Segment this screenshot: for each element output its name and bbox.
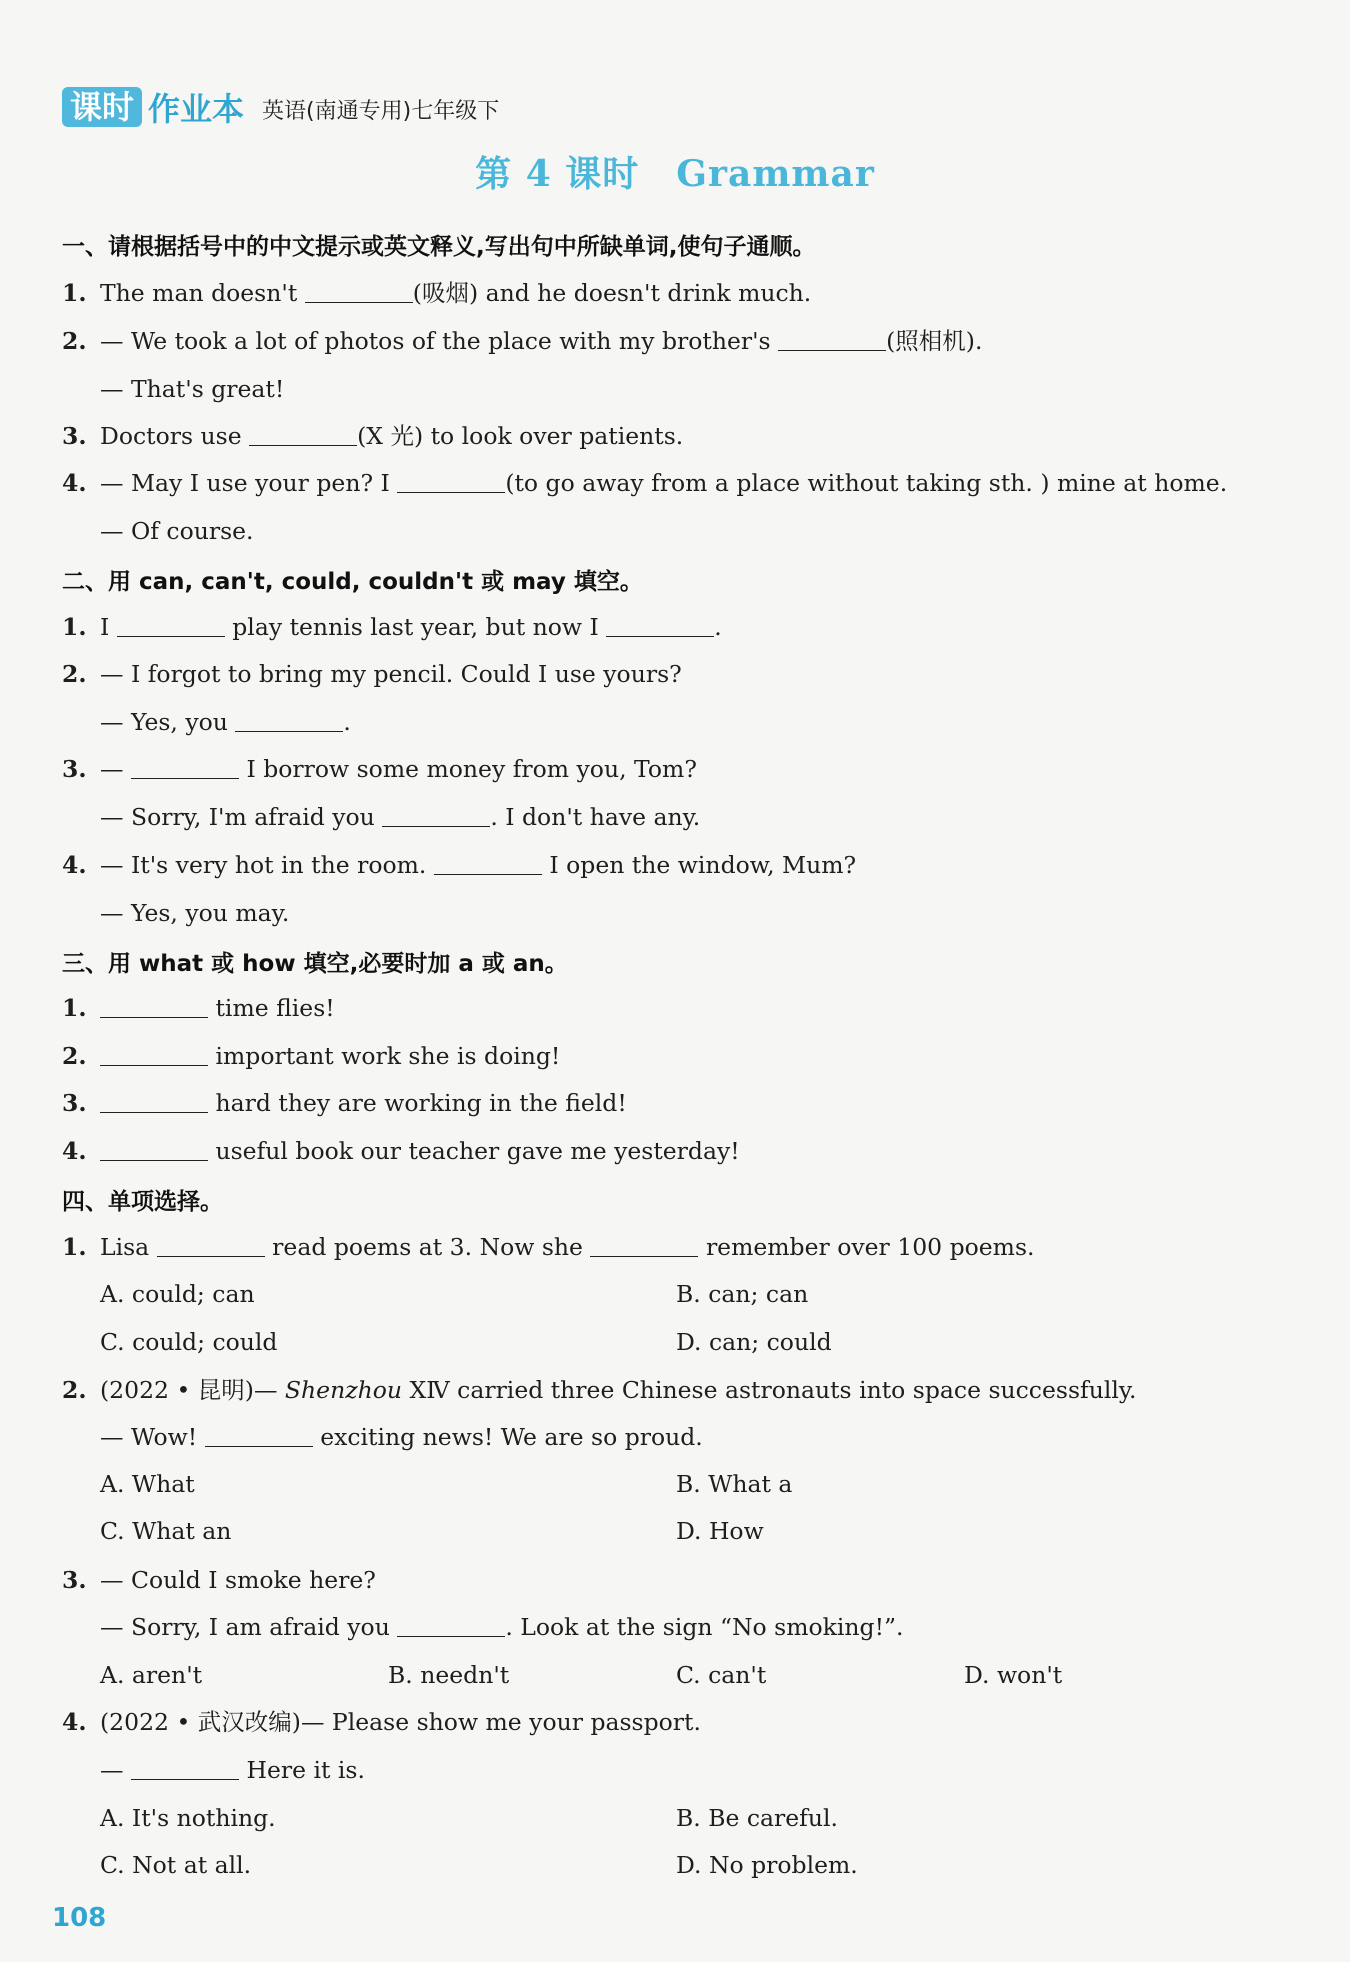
- s4-q1-option-c[interactable]: C. could; could: [100, 1328, 278, 1356]
- blank[interactable]: [100, 1138, 208, 1161]
- blank[interactable]: [157, 1234, 265, 1257]
- section2-heading: 二、用 can, can't, could, couldn't 或 may 填空。: [62, 569, 643, 595]
- section3-heading: 三、用 what 或 how 填空,必要时加 a 或 an。: [62, 951, 568, 977]
- blank[interactable]: [100, 995, 208, 1018]
- s1-q4-num: 4.: [62, 469, 87, 497]
- s1-q2: — We took a lot of photos of the place with my brother's (照相机).: [100, 327, 983, 355]
- s4-q1: Lisa read poems at 3. Now she remember over 100 poems.: [100, 1233, 1035, 1261]
- blank[interactable]: [590, 1234, 698, 1257]
- s4-q4-num: 4.: [62, 1708, 87, 1736]
- blank[interactable]: [235, 709, 343, 732]
- section1-heading: 一、请根据括号中的中文提示或英文释义,写出句中所缺单词,使句子通顺。: [62, 234, 816, 260]
- s4-q2-option-a[interactable]: A. What: [100, 1470, 195, 1498]
- s4-q2-option-d[interactable]: D. How: [676, 1517, 764, 1545]
- s4-q4-option-a[interactable]: A. It's nothing.: [100, 1804, 276, 1832]
- s2-q3: — I borrow some money from you, Tom?: [100, 755, 697, 783]
- s2-q2-num: 2.: [62, 660, 87, 688]
- s4-q3: — Could I smoke here?: [100, 1566, 376, 1594]
- blank[interactable]: [778, 328, 886, 351]
- s4-q4-option-c[interactable]: C. Not at all.: [100, 1851, 252, 1879]
- s4-q2-num: 2.: [62, 1376, 87, 1404]
- blank[interactable]: [131, 756, 239, 779]
- s4-q2: (2022 • 昆明)— Shenzhou ⅩⅣ carried three Chinese astronauts into space successfully.: [100, 1376, 1137, 1404]
- lesson-title: 第 4 课时 Grammar: [475, 153, 875, 195]
- s2-q4-reply: — Yes, you may.: [100, 899, 290, 927]
- blank[interactable]: [249, 423, 357, 446]
- s4-q2-reply: — Wow! exciting news! We are so proud.: [100, 1423, 703, 1451]
- blank[interactable]: [397, 1614, 505, 1637]
- s2-q4: — It's very hot in the room. I open the window, Mum?: [100, 851, 857, 879]
- blank[interactable]: [606, 614, 714, 637]
- s4-q4-option-b[interactable]: B. Be careful.: [676, 1804, 838, 1832]
- s4-q3-reply: — Sorry, I am afraid you . Look at the sign “No smoking!”.: [100, 1613, 904, 1641]
- s1-q2-reply: — That's great!: [100, 375, 285, 403]
- s2-q3-reply: — Sorry, I'm afraid you . I don't have any.: [100, 803, 701, 831]
- s4-q3-option-d[interactable]: D. won't: [964, 1661, 1063, 1689]
- blank[interactable]: [305, 280, 413, 303]
- page-header: [62, 84, 499, 130]
- blank[interactable]: [100, 1090, 208, 1113]
- brand-text: 作业本: [148, 90, 245, 128]
- s2-q2: — I forgot to bring my pencil. Could I use yours?: [100, 660, 682, 688]
- s2-q1-num: 1.: [62, 613, 87, 641]
- s2-q2-reply: — Yes, you .: [100, 708, 351, 736]
- page-number: 108: [52, 1903, 107, 1933]
- blank[interactable]: [434, 852, 542, 875]
- s4-q1-option-a[interactable]: A. could; can: [100, 1280, 255, 1308]
- s3-q3-num: 3.: [62, 1089, 87, 1117]
- s1-q1-num: 1.: [62, 279, 87, 307]
- brand-logo: [62, 84, 244, 130]
- blank[interactable]: [205, 1424, 313, 1447]
- s4-q4: (2022 • 武汉改编)— Please show me your passport.: [100, 1708, 701, 1736]
- s4-q1-option-d[interactable]: D. can; could: [676, 1328, 832, 1356]
- blank[interactable]: [397, 470, 505, 493]
- s3-q2-num: 2.: [62, 1042, 87, 1070]
- s3-q3: hard they are working in the field!: [100, 1088, 627, 1118]
- s2-q1: I play tennis last year, but now I .: [100, 613, 722, 641]
- s1-q3-num: 3.: [62, 422, 87, 450]
- s1-q1: The man doesn't (吸烟) and he doesn't drink much.: [100, 279, 812, 307]
- s2-q3-num: 3.: [62, 755, 87, 783]
- s4-q3-option-c[interactable]: C. can't: [676, 1661, 767, 1689]
- s4-q1-num: 1.: [62, 1233, 87, 1261]
- series-label: 英语(南通专用)七年级下: [262, 99, 500, 124]
- s4-q1-option-b[interactable]: B. can; can: [676, 1280, 809, 1308]
- s3-q1: time flies!: [100, 993, 335, 1023]
- s4-q3-option-b[interactable]: B. needn't: [388, 1661, 510, 1689]
- section4-heading: 四、单项选择。: [62, 1189, 223, 1215]
- s3-q4: useful book our teacher gave me yesterday!: [100, 1136, 740, 1166]
- blank[interactable]: [382, 804, 490, 827]
- s4-q4-option-d[interactable]: D. No problem.: [676, 1851, 858, 1879]
- s3-q2: important work she is doing!: [100, 1041, 560, 1071]
- blank[interactable]: [100, 1043, 208, 1066]
- s1-q3: Doctors use (X 光) to look over patients.: [100, 422, 684, 450]
- blank[interactable]: [131, 1757, 239, 1780]
- s1-q4-reply: — Of course.: [100, 517, 254, 545]
- s3-q4-num: 4.: [62, 1137, 87, 1165]
- s4-q3-num: 3.: [62, 1566, 87, 1594]
- s1-q2-num: 2.: [62, 327, 87, 355]
- s1-q4: — May I use your pen? I (to go away from a place without taking sth. ) mine at home.: [100, 469, 1228, 497]
- s4-q2-option-c[interactable]: C. What an: [100, 1517, 232, 1545]
- s3-q1-num: 1.: [62, 994, 87, 1022]
- s4-q4-reply: — Here it is.: [100, 1756, 365, 1784]
- s2-q4-num: 4.: [62, 851, 87, 879]
- s4-q3-option-a[interactable]: A. aren't: [100, 1661, 203, 1689]
- s4-q2-option-b[interactable]: B. What a: [676, 1470, 793, 1498]
- brand-box: 课时: [62, 87, 142, 127]
- blank[interactable]: [117, 614, 225, 637]
